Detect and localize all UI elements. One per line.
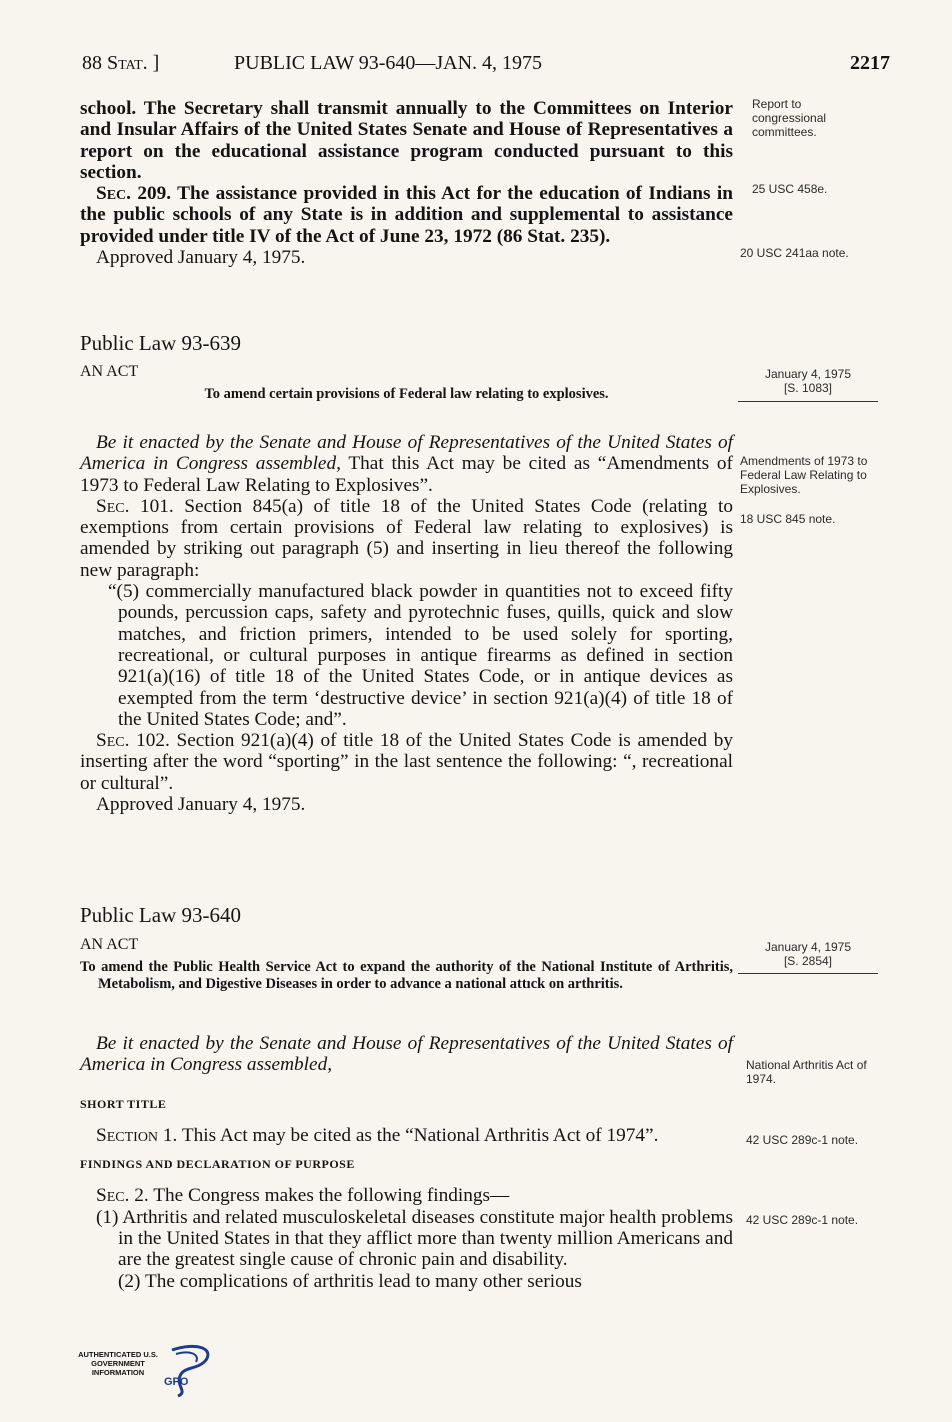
section-lead: Section 1.	[96, 1124, 178, 1146]
findings-heading: FINDINGS AND DECLARATION OF PURPOSE	[80, 1157, 355, 1172]
law-93-639	[80, 333, 733, 354]
enacting-rest: That this Act may be cited as “Amendments of 1973 to Federal Law Relating to Explosives”.	[80, 453, 733, 496]
section-lead: Sec. 209.	[96, 183, 172, 205]
margin-note-national-arthritis: National Arthritis Act of 1974.	[746, 1058, 867, 1086]
section-text: The assistance provided in this Act for the education of Indians in the public schools of any State is in addition and supplemental to assistance provided under title IV of the Act of June 23, 1972 (86 Stat. 235).	[80, 183, 733, 247]
quoted-paragraph-5: “(5) commercially manufactured black powder in quantities not to exceed fifty pounds, percussion caps, safety and pyrotechnic fuses, quills, quick and slow matches, and friction primers, intended to be used solely for sporting, recreational, or cultural purposes in antique firearms as defined in section 921(a)(16) of title 18 of the United States Code, or in antique devices as exempted from the term ‘destructive device’ in section 921(a)(4) of title 18 of the United States Code; and”.	[108, 581, 733, 730]
section-lead: Sec. 101.	[96, 495, 174, 517]
paragraph-report: school. The Secretary shall transmit annually to the Committees on Interior and Insular Affairs of the United States Senate and House of Representatives a report on the educational assistance program conducted pursuant to this section.	[80, 98, 733, 183]
act-purpose: To amend certain provisions of Federal law relating to explosives.	[204, 386, 609, 403]
law-title: Public Law 93-639	[80, 331, 241, 355]
enacting-italic: Be it enacted by the Senate and House of Representatives of the United States of America in Congress assembled,	[80, 1033, 733, 1076]
approved-line: Approved January 4, 1975.	[96, 794, 306, 816]
short-title-heading: SHORT TITLE	[80, 1096, 167, 1111]
law-93-639-body	[80, 432, 733, 815]
gpo-seal-text: AUTHENTICATED U.S. GOVERNMENT INFORMATION	[78, 1350, 158, 1377]
margin-date-s1083	[738, 367, 878, 395]
finding-1: (1) Arthritis and related musculoskeletal diseases constitute major health problems in the United States in that they afflict more than twenty million Americans and are the greatest single cause of chronic pain and disability.	[96, 1206, 733, 1271]
header-title: PUBLIC LAW 93-640—JAN. 4, 1975	[234, 52, 543, 74]
act-label: AN ACT	[80, 363, 139, 380]
paragraph-sec-102	[80, 730, 733, 794]
margin-bill: [S. 1083]	[783, 381, 833, 395]
finding-2: (2) The complications of arthritis lead to many other serious	[118, 1270, 582, 1292]
preceding-act-end	[80, 98, 733, 268]
margin-note-report: Report to congressional committees.	[752, 97, 827, 139]
margin-date: January 4, 1975	[764, 940, 852, 954]
margin-note-amendments: Amendments of 1973 to Federal Law Relating to Explosives.	[740, 454, 868, 496]
margin-date-s2854	[738, 940, 878, 968]
margin-note-20-usc: 20 USC 241aa note.	[740, 246, 849, 260]
page-number: 2217	[850, 52, 890, 74]
paragraph-sec-2	[80, 1185, 733, 1206]
gpo-mark: GPO	[164, 1376, 189, 1388]
eagle-icon	[76, 1340, 216, 1400]
section-text: Section 921(a)(4) of title 18 of the United States Code is amended by inserting after the word “sporting” in the last sentence the following: “, recreational or cultural”.	[80, 730, 733, 794]
running-header	[82, 52, 890, 82]
margin-note-42-usc-a: 42 USC 289c-1 note.	[746, 1133, 859, 1147]
law-93-640	[80, 905, 733, 926]
margin-rule	[738, 973, 878, 974]
gpo-seal	[76, 1340, 216, 1400]
stat-reference: 88 Stat. ]	[82, 52, 160, 74]
paragraph-sec-209	[80, 183, 733, 247]
margin-note-18-usc: 18 USC 845 note.	[740, 512, 836, 526]
section-text: Section 845(a) of title 18 of the United States Code (relating to exemptions from certain provisions of Federal law relating to explosives) is amended by striking out paragraph (5) and inserting in lieu thereof the following new paragraph:	[80, 495, 734, 581]
margin-rule	[738, 401, 878, 402]
paragraph-sec-101	[80, 496, 733, 581]
law-93-639-heading	[80, 361, 733, 403]
section-lead: Sec. 2.	[96, 1185, 149, 1207]
margin-note-25-usc: 25 USC 458e.	[752, 182, 828, 196]
approved-line: Approved January 4, 1975.	[96, 247, 306, 269]
act-purpose: To amend the Public Health Service Act to expand the authority of the National Institute of Arthritis, Metabolism, and Digestive Diseases in order to advance a national attıck on arthritis.	[80, 959, 733, 992]
margin-note-42-usc-b: 42 USC 289c-1 note.	[746, 1213, 859, 1227]
law-93-640-body	[80, 1033, 733, 1292]
margin-date: January 4, 1975	[764, 367, 852, 381]
section-text: The Congress makes the following findings—	[153, 1185, 510, 1207]
law-title: Public Law 93-640	[80, 903, 241, 927]
act-label: AN ACT	[80, 936, 139, 953]
section-lead: Sec. 102.	[96, 730, 170, 752]
law-93-640-heading	[80, 934, 733, 992]
section-text: This Act may be cited as the “National Arthritis Act of 1974”.	[181, 1124, 659, 1146]
enacting-clause	[80, 1033, 733, 1076]
margin-bill: [S. 2854]	[783, 954, 833, 968]
paragraph-section-1	[80, 1125, 733, 1146]
enacting-italic: Be it enacted by the Senate and House of Representatives of the United States of America in Congress assembled,	[80, 432, 733, 475]
enacting-clause	[80, 432, 733, 496]
